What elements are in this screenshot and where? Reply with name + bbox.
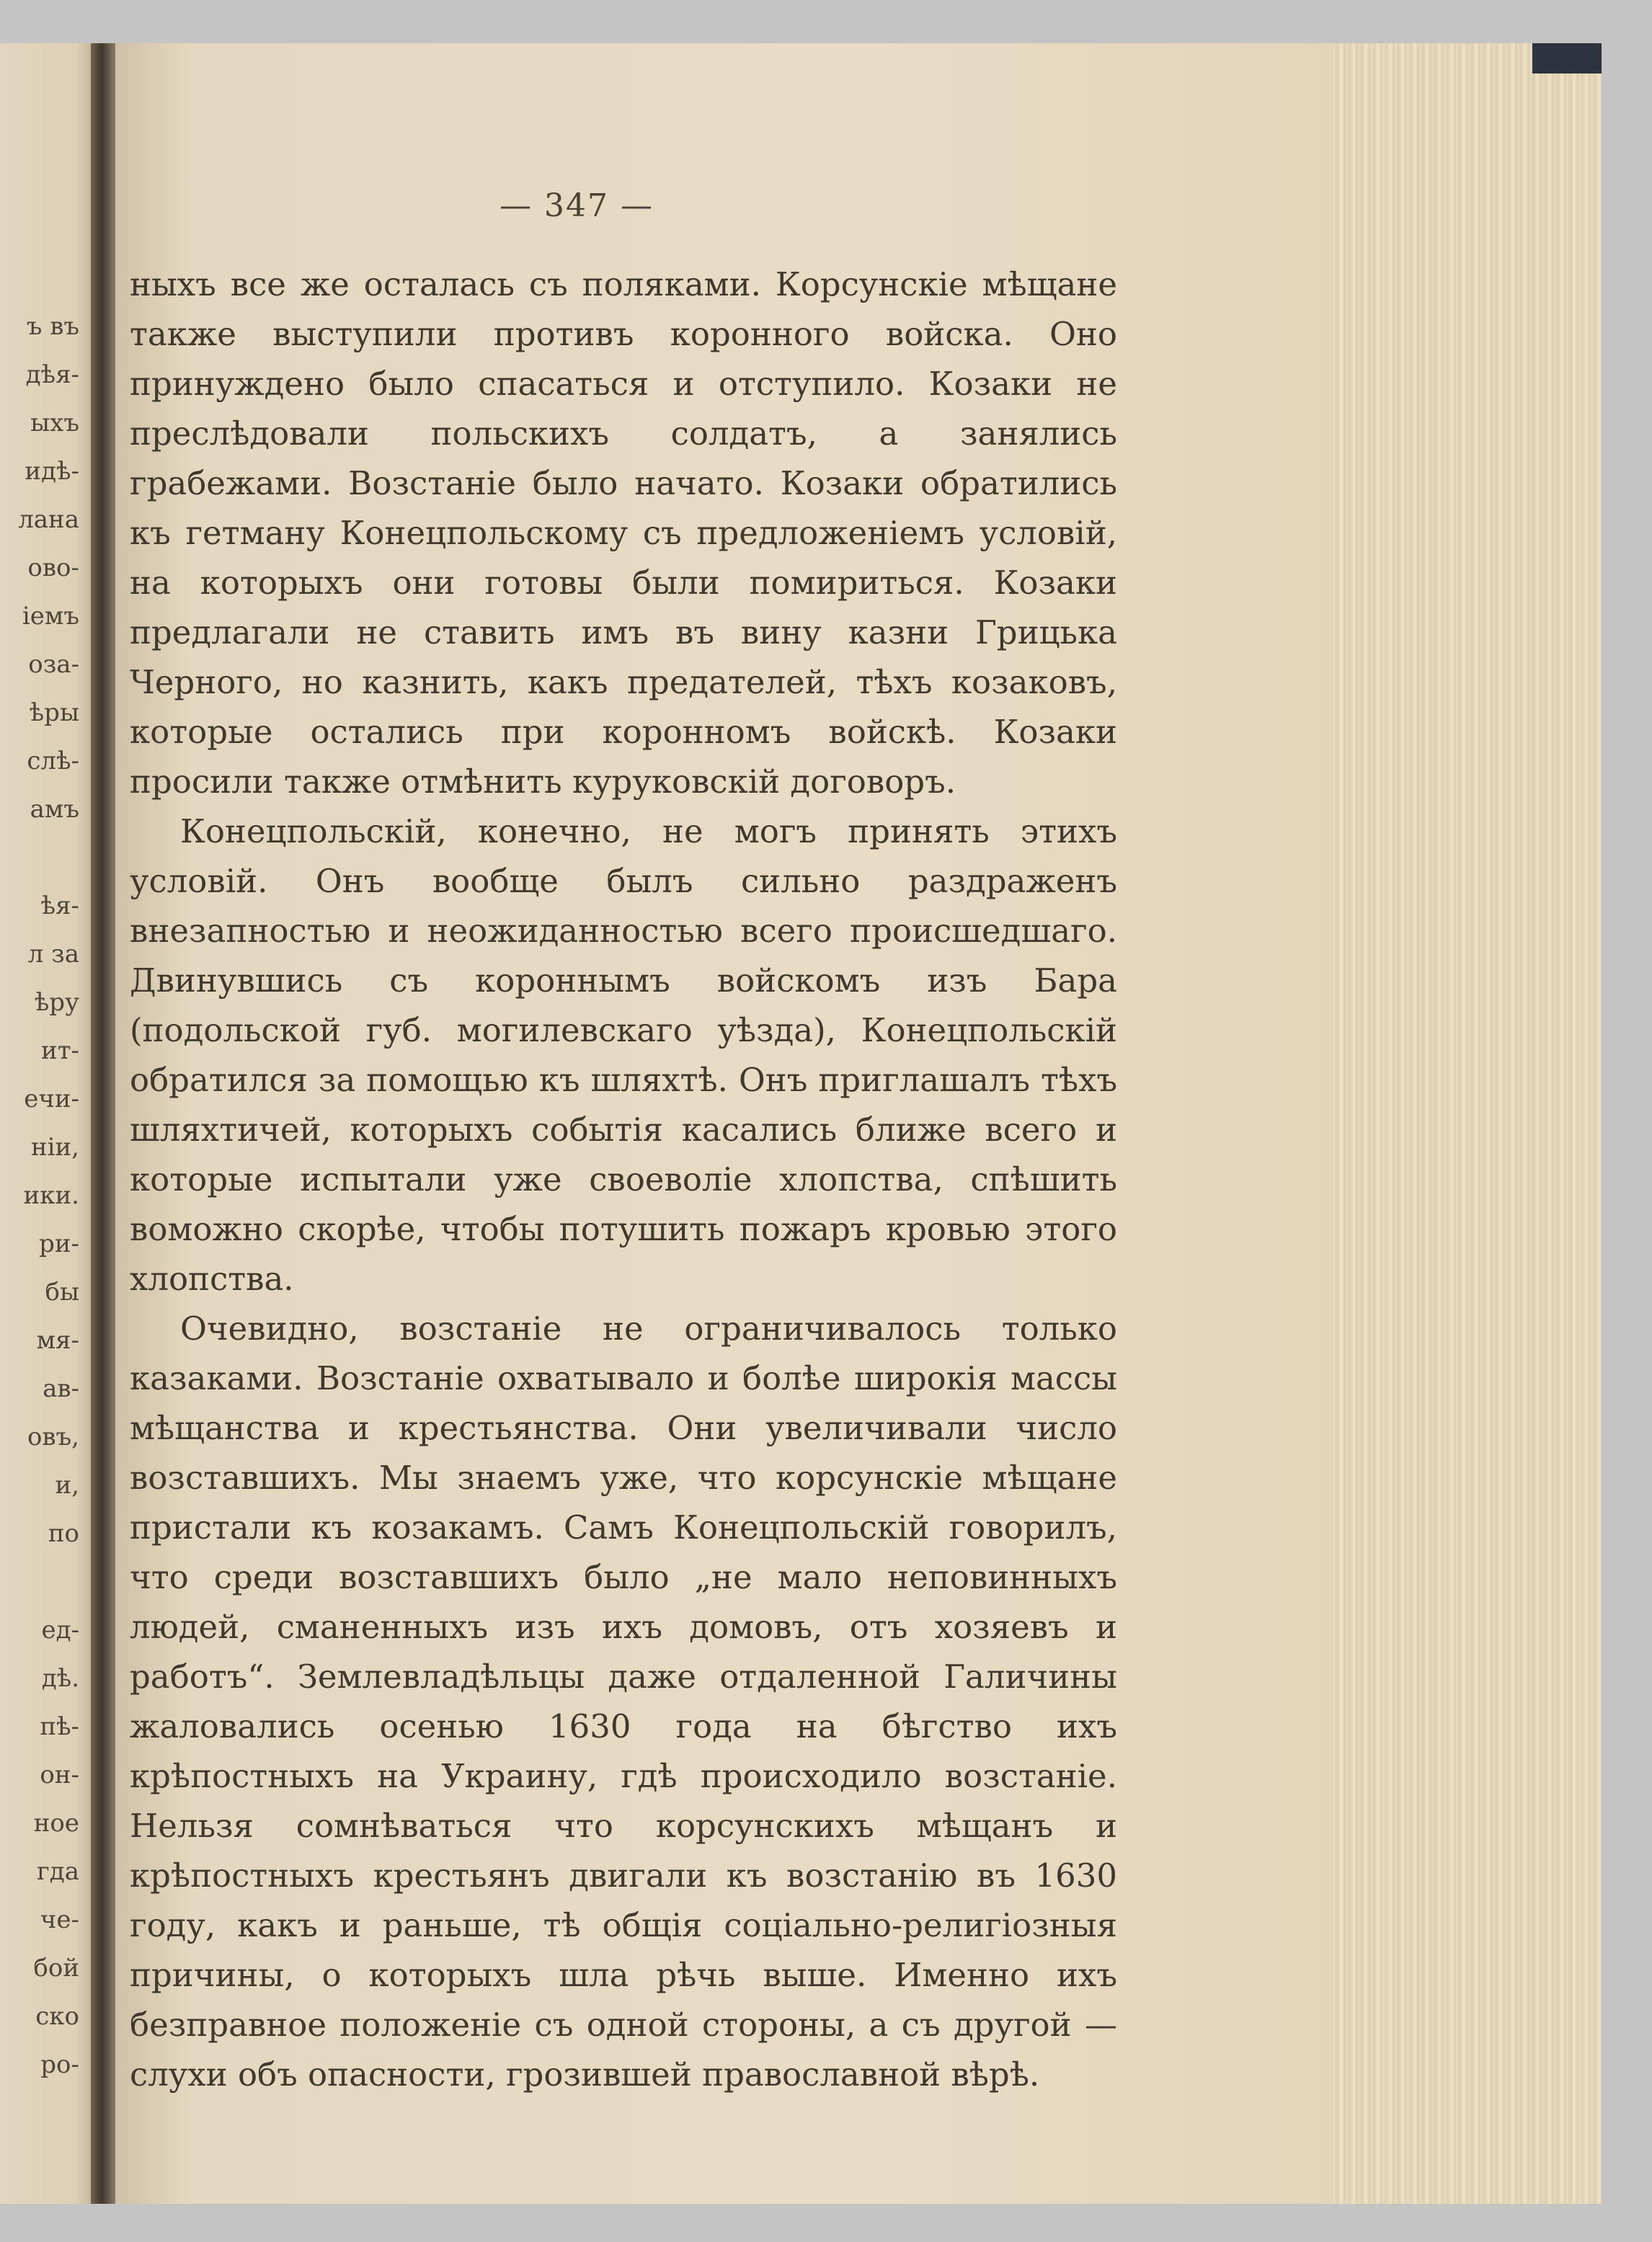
paragraph-2: Конецпольскій, конечно, не могъ принять этихъ условій. Онъ вообще былъ сильно раздраженъ внезапностью и неожиданностью всего происшедшаго. Двинувшись съ короннымъ войскомъ изъ Бара (подольской губ. могилевскаго уѣзда), Конецпольскій обратился за помощью къ шляхтѣ. Онъ приглашалъ тѣхъ шляхтичей, которыхъ событія касались ближе всего и которые испытали уже своеволіе хлопства, спѣшить воможно скорѣе, чтобы потушить пожаръ кровью этого хлопства. [130,812,1117,1298]
left-page-fragment-line: бы [45,1278,79,1307]
left-page-fragment-line: пѣ- [40,1712,79,1741]
left-page-fragment-line: ед- [41,1616,79,1645]
left-page-fragment-line: слѣ- [27,747,79,775]
left-page-fragment-line: ово- [27,553,79,582]
left-page-fragment-line: амъ [30,795,79,824]
left-page-fragment-line: дѣя- [25,360,79,389]
left-page-fragment-line [0,834,79,882]
book-gutter [91,43,115,2204]
left-page-fragment-line: че- [40,1905,79,1934]
left-page-fragment-line: лана [18,505,79,534]
left-page-fragment-line: л за [27,940,79,969]
left-page-fragment-line: бой [33,1954,79,1983]
left-page-fragment-line: ѣру [34,988,79,1017]
left-page-fragment-line: и, [55,1471,79,1500]
left-page-fragment-line: ско [35,2002,79,2031]
page-number: — 347 — [499,187,654,224]
left-page-fragment-line: ро- [40,2050,79,2079]
left-page-fragment-line: ніи, [30,1133,79,1162]
left-page-fragment-line [0,1558,79,1606]
paragraph-1: ныхъ все же осталась съ поляками. Корсунскіе мѣщане также выступили противъ коронного войска. Оно принуждено было спасаться и отступило. Козаки не преслѣдовали польскихъ солдатъ, а занялись грабежами. Возстаніе было начато. Козаки обратились къ гетману Конецпольскому съ предложеніемъ условій, на которыхъ они готовы были помириться. Козаки предлагали не ставить имъ въ вину казни Грицька Черного, но казнить, какъ предателей, тѣхъ козаковъ, которые остались при коронномъ войскѣ. Козаки просили также отмѣнить куруковскій договоръ. [130,265,1117,801]
left-page-fragment-line: ъ въ [26,312,79,341]
left-page-fragment-line: по [48,1519,79,1548]
left-page-fragment-line: оза- [28,650,79,679]
left-page-fragment-line: ѣры [29,698,79,727]
left-page-fragment-line: мя- [36,1326,79,1355]
body-text [130,259,1117,2099]
left-page-fragment-line: ри- [39,1229,79,1258]
left-page-fragment-line: гда [36,1857,79,1886]
left-page-fragment-line: ѣя- [40,891,79,920]
left-page-fragment-line: ав- [43,1374,79,1403]
left-page-fragment-line: ечи- [24,1085,79,1113]
left-page-fragment-line: ики. [23,1181,79,1210]
scanned-book-spread [0,43,1602,2204]
paragraph-3: Очевидно, возстаніе не ограничивалось только казаками. Возстаніе охватывало и болѣе широкія массы мѣщанства и крестьянства. Они увеличивали число возставшихъ. Мы знаемъ уже, что корсунскіе мѣщане пристали къ козакамъ. Самъ Конецпольскій говорилъ, что среди возставшихъ было „не мало неповинныхъ людей, сманенныхъ изъ ихъ домовъ, отъ хозяевъ и работъ“. Землевладѣльцы даже отдаленной Галичины жаловались осенью 1630 года на бѣгство ихъ крѣпостныхъ на Украину, гдѣ происходило возстаніе. Нельзя сомнѣваться что корсунскихъ мѣщанъ и крѣпостныхъ крестьянъ двигали къ возстанію въ 1630 году, какъ и раньше, тѣ общія соціально-религіозныя причины, о которыхъ шла рѣчь выше. Именно ихъ безправное положеніе съ одной стороны, а съ другой — слухи объ опасности, грозившей православной вѣрѣ. [130,1309,1117,2094]
scanner-corner-bar [1532,43,1602,74]
left-page-fragment-line: он- [40,1761,79,1789]
left-page-fragment-line: идѣ- [25,457,79,486]
left-page-fragment-line: овъ, [27,1423,79,1451]
left-page-fragment-line: ное [33,1809,79,1838]
left-page-fragment-line: ит- [41,1036,79,1065]
left-page-text-fragments [0,303,79,2089]
page-edges [1333,43,1602,2204]
left-page-fragment-line: іемъ [22,602,79,631]
left-page-fragment-line: ыхъ [30,409,79,437]
left-page-fragment-line: дѣ. [41,1664,79,1693]
